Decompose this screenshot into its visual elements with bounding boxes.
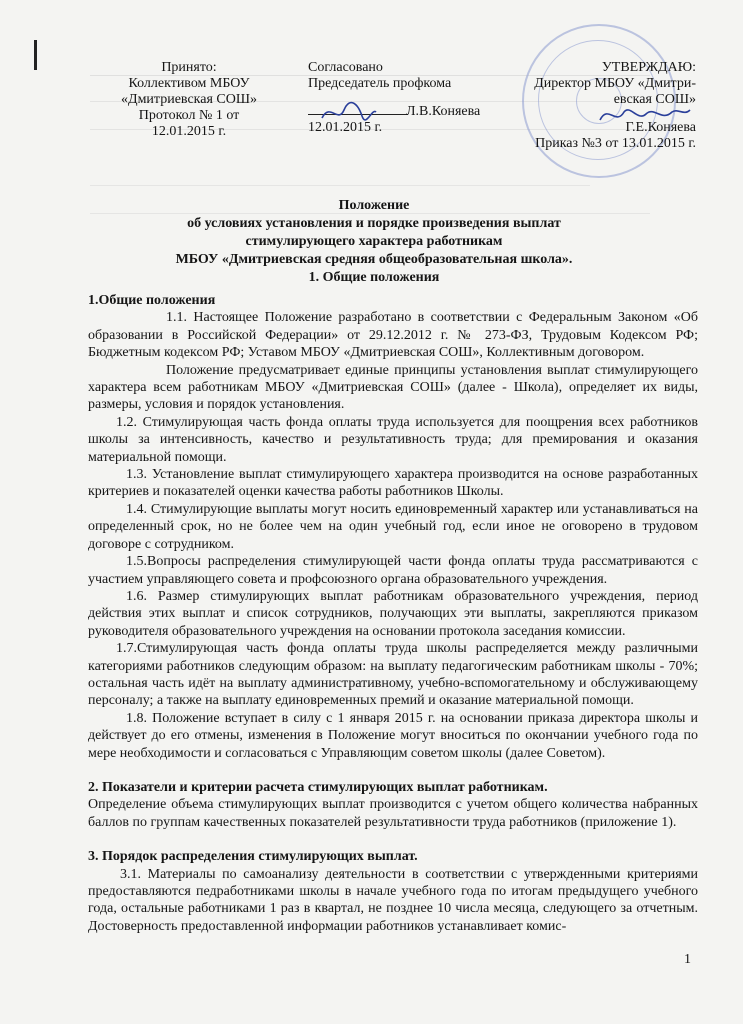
paragraph-1-5: 1.5.Вопросы распределения стимулирующей части фонда оплаты труда рассматриваются с участием управляющего совета и профсоюзного органа образовательного учреждения. [88,554,698,587]
title-line-2: об условиях установления и порядке произведения выплат [187,216,561,231]
paragraph-2: Определение объема стимулирующих выплат производится с учетом общего количества набранных баллов по группам качественных показателей результативности труда работников (приложение 1). [88,797,698,830]
paragraph-1-1: 1.1. Настоящее Положение разработано в соответствии с Федеральным Законом «Об образовании в Российской Федерации» от 29.12.2012 г. № 273-ФЗ, Трудовым Кодексом РФ; Бюджетным кодексом РФ; Уставом МБОУ «Дмитриевская СОШ», Коллективным договором. [88,310,698,361]
paragraph-3-1: 3.1. Материалы по самоанализу деятельности в соответствии с утвержденными критериями предоставляются педработниками школы в начале учебного года по итогам предыдущего учебного года, остальные работниками 1 раз в квартал, не позднее 10 числа месяца, следующего за отчетным. Достоверность предоставленной информации работников устанавливает комис- [88,866,698,934]
section-3-heading: 3. Порядок распределения стимулирующих выплат. [88,849,418,865]
paragraph-1-3: 1.3. Установление выплат стимулирующего характера производится на основе разработанных критериев и показателей оценки качества работы работников Школы. [88,467,698,500]
page-number: 1 [684,952,691,967]
paragraph-1-8: 1.8. Положение вступает в силу с 1 января 2015 г. на основании приказа директора школы и действует до его отмены, изменения в Положение могут вноситься по окончании учебного года по мере необходимости и согласоваться с Управляющим советом школы (далее Советом). [88,710,698,761]
director-name: Г.Е.Коняева [625,120,696,135]
title-line-3: стимулирующего характера работникам [245,234,503,249]
accepted-line-4: Протокол № 1 от [138,108,240,123]
accepted-line-5: 12.01.2015 г. [151,124,227,139]
director-title-2: евская СОШ» [613,92,696,107]
document-title [84,197,664,287]
document-body [88,292,698,935]
paragraph-1-1b: Положение предусматривает единые принципы установления выплат стимулирующего характера всем работникам МБОУ «Дмитриевская СОШ» (далее - Школа), определяет их виды, размеры, условия и порядок установления. [88,362,698,413]
union-signature [318,100,378,126]
union-chair-label: Председатель профкома [308,76,452,91]
accepted-line-2: Коллективом МБОУ [128,76,250,91]
union-chair-name: Л.В.Коняева [406,104,481,119]
union-date: 12.01.2015 г. [308,120,383,135]
accepted-line-1: Принято: [161,60,217,75]
section-1-heading: 1.Общие положения [88,293,216,308]
accepted-block [104,60,274,140]
title-line-1: Положение [338,198,410,213]
approve-label: УТВЕРЖДАЮ: [601,60,696,75]
scan-mark [34,40,37,70]
paragraph-1-7: 1.7.Стимулирующая часть фонда оплаты труда школы распределяется между различными категориями работников следующим образом: на выплату педагогическим работникам школы - 70%; остальная часть идёт на выплату административному, учебно-вспомогательному и обслуживающему персоналу; а также на выплату единовременных премий и оказание материальной помощи. [88,641,698,709]
paragraph-1-4: 1.4. Стимулирующие выплаты могут носить единовременный характер или устанавливаться на определенный срок, но не более чем на один учебный год, если иное не оговорено в трудовом договоре с сотрудником. [88,501,698,552]
accepted-line-3: «Дмитриевская СОШ» [121,92,257,107]
section-2-heading: 2. Показатели и критерии расчета стимулирующих выплат работникам. [88,779,548,795]
paragraph-1-2: 1.2. Стимулирующая часть фонда оплаты труда используется для поощрения всех работников школы за интенсивность, качество и результативность труда; для премирования и оказания материальной помощи. [88,414,698,465]
title-line-5: 1. Общие положения [308,270,440,285]
title-line-4: МБОУ «Дмитриевская средняя общеобразовательная школа». [175,252,573,267]
agreed-label: Согласовано [308,60,383,75]
director-signature [594,100,694,130]
director-title-1: Директор МБОУ «Дмитри- [534,76,696,91]
order-number: Приказ №3 от 13.01.2015 г. [535,136,696,151]
paragraph-1-6: 1.6. Размер стимулирующих выплат работникам образовательного учреждения, период действия этих выплат и список сотрудников, получающих эти выплаты, закрепляются приказом руководителя образовательного учреждения на основании протокола заседания комиссии. [88,588,698,639]
